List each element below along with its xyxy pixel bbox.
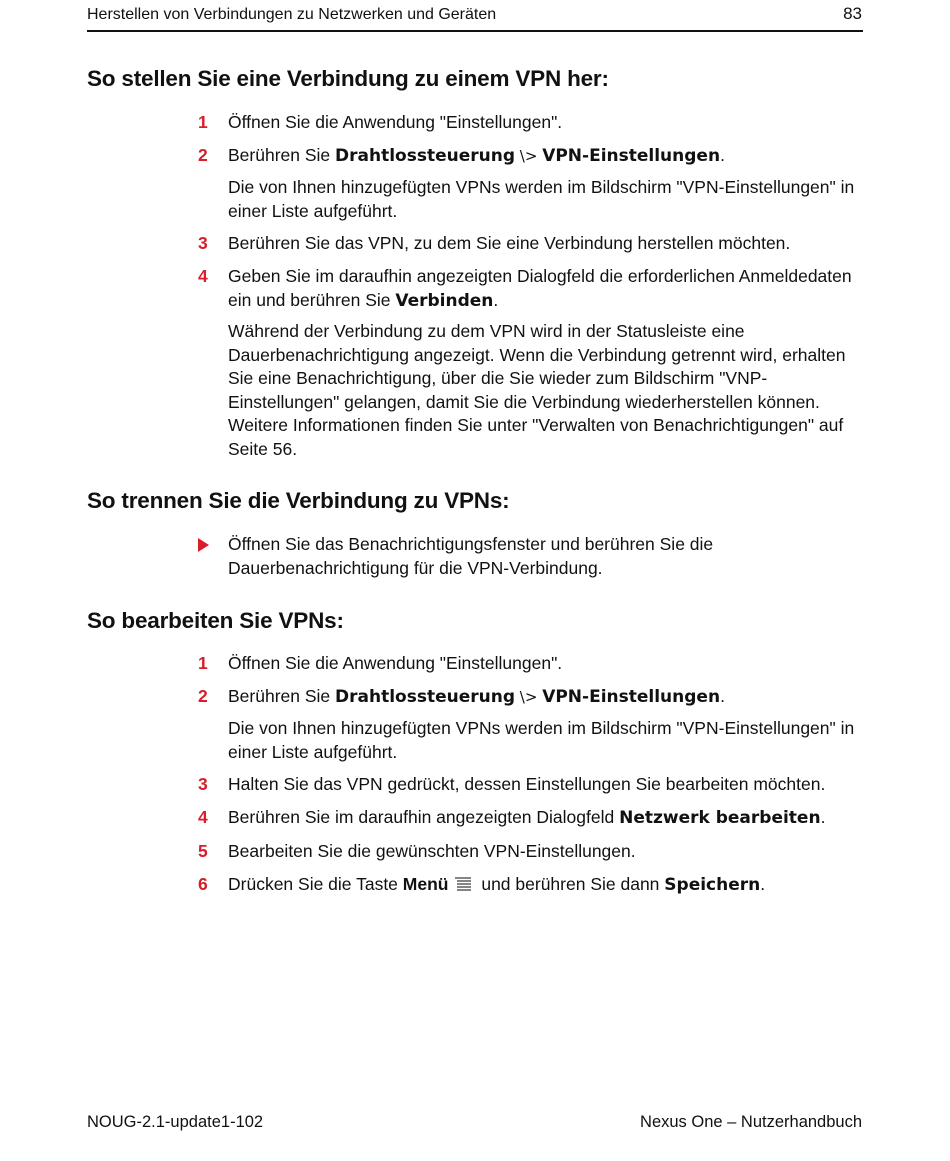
connect-step-1 [198,111,868,135]
step-number: 2 [198,145,208,165]
connect-step-4 [198,265,868,313]
step-number: 5 [198,841,208,861]
page-header [87,4,863,32]
step-prefix: Drücken Sie die Taste [228,874,403,894]
header-title: Herstellen von Verbindungen zu Netzwerken und Geräten [87,6,497,23]
step-suffix: . [493,289,499,310]
heading-connect-vpn: So stellen Sie eine Verbindung zu einem VPN her: [87,66,609,91]
edit-step-4 [198,806,868,831]
ui-term-drahtlossteuerung: Drahtlossteuerung [335,687,516,707]
edit-step-6 [198,873,868,898]
connect-step-3 [198,232,868,256]
connect-step-2-note: Die von Ihnen hinzugefügten VPNs werden im Bildschirm "VPN-Einstellungen" in einer Liste aufgeführt. [228,177,855,221]
ui-term-vpn-einstellungen: VPN-Einstellungen [542,687,721,707]
step-text [228,806,868,831]
edit-step-1 [198,652,868,676]
step-number: 2 [198,686,208,706]
step-text: Berühren Sie das VPN, zu dem Sie eine Verbindung herstellen möchten. [228,233,791,253]
connect-step-2 [198,144,868,169]
step-number: 1 [198,112,208,132]
step-number: 4 [198,807,208,827]
step-text [228,265,868,313]
step-prefix: Berühren Sie im daraufhin angezeigten Dialogfeld [228,807,620,827]
edit-step-2 [198,685,868,710]
connect-step-4-note: Während der Verbindung zu dem VPN wird in der Statusleiste eine Dauerbenachrichtigung angezeigt. Wenn die Verbindung getrennt wird, erhalten Sie eine Benachrichtigung, über die Sie wieder zum Bildschirm "VNP-Einstellungen" gelangen, damit Sie die Verbindung wiederherstellen können. Weitere Informationen finden Sie unter "Verwalten von Benachrichtigungen" auf Seite 56. [228,321,846,459]
step-prefix: Geben Sie im daraufhin angezeigten Dialogfeld die erforderlichen Anmeldedaten ein und berühren Sie [228,266,852,310]
key-menu: Menü [402,874,449,894]
ui-term-vpn-einstellungen: VPN-Einstellungen [542,146,721,166]
step-text [228,873,868,898]
step-number: 4 [198,266,208,286]
step-middle: und berühren Sie dann [476,874,665,894]
footer-doc-id: NOUG-2.1-update1-102 [87,1113,264,1131]
bullet-text: Öffnen Sie das Benachrichtigungsfenster und berühren Sie die Dauerbenachrichtigung für die VPN-Verbindung. [228,534,714,578]
ui-term-verbinden: Verbinden [395,290,494,311]
ui-term-speichern: Speichern [664,875,761,895]
step-suffix: . [720,686,725,706]
step-number: 6 [198,874,208,894]
step-text [228,144,868,169]
step-prefix: Berühren Sie [228,145,336,165]
step-text: Öffnen Sie die Anwendung "Einstellungen". [228,653,563,673]
menu-icon [454,876,472,892]
step-text [228,685,868,710]
step-number: 3 [198,774,208,794]
page-number: 83 [843,4,862,23]
edit-step-5 [198,840,868,864]
step-suffix: . [720,145,725,165]
step-number: 3 [198,233,208,253]
edit-step-2-note: Die von Ihnen hinzugefügten VPNs werden im Bildschirm "VPN-Einstellungen" in einer Liste aufgeführt. [228,718,855,762]
step-text: Öffnen Sie die Anwendung "Einstellungen". [228,112,563,132]
step-suffix: . [820,807,826,827]
disconnect-bullet [198,533,868,580]
path-separator: \> [515,688,543,706]
heading-disconnect-vpn: So trennen Sie die Verbindung zu VPNs: [87,488,510,513]
ui-term-drahtlossteuerung: Drahtlossteuerung [335,146,516,166]
path-separator: \> [515,147,543,165]
edit-step-3 [198,773,868,797]
step-prefix: Berühren Sie [228,686,336,706]
footer-doc-title: Nexus One – Nutzerhandbuch [640,1113,862,1131]
bullet-arrow-icon [198,538,209,552]
step-text: Bearbeiten Sie die gewünschten VPN-Einstellungen. [228,841,636,861]
step-number: 1 [198,653,208,673]
ui-term-netzwerk-bearbeiten: Netzwerk bearbeiten [619,808,821,828]
step-text: Halten Sie das VPN gedrückt, dessen Einstellungen Sie bearbeiten möchten. [228,774,826,794]
heading-edit-vpn: So bearbeiten Sie VPNs: [87,608,344,633]
step-suffix: . [760,874,766,894]
